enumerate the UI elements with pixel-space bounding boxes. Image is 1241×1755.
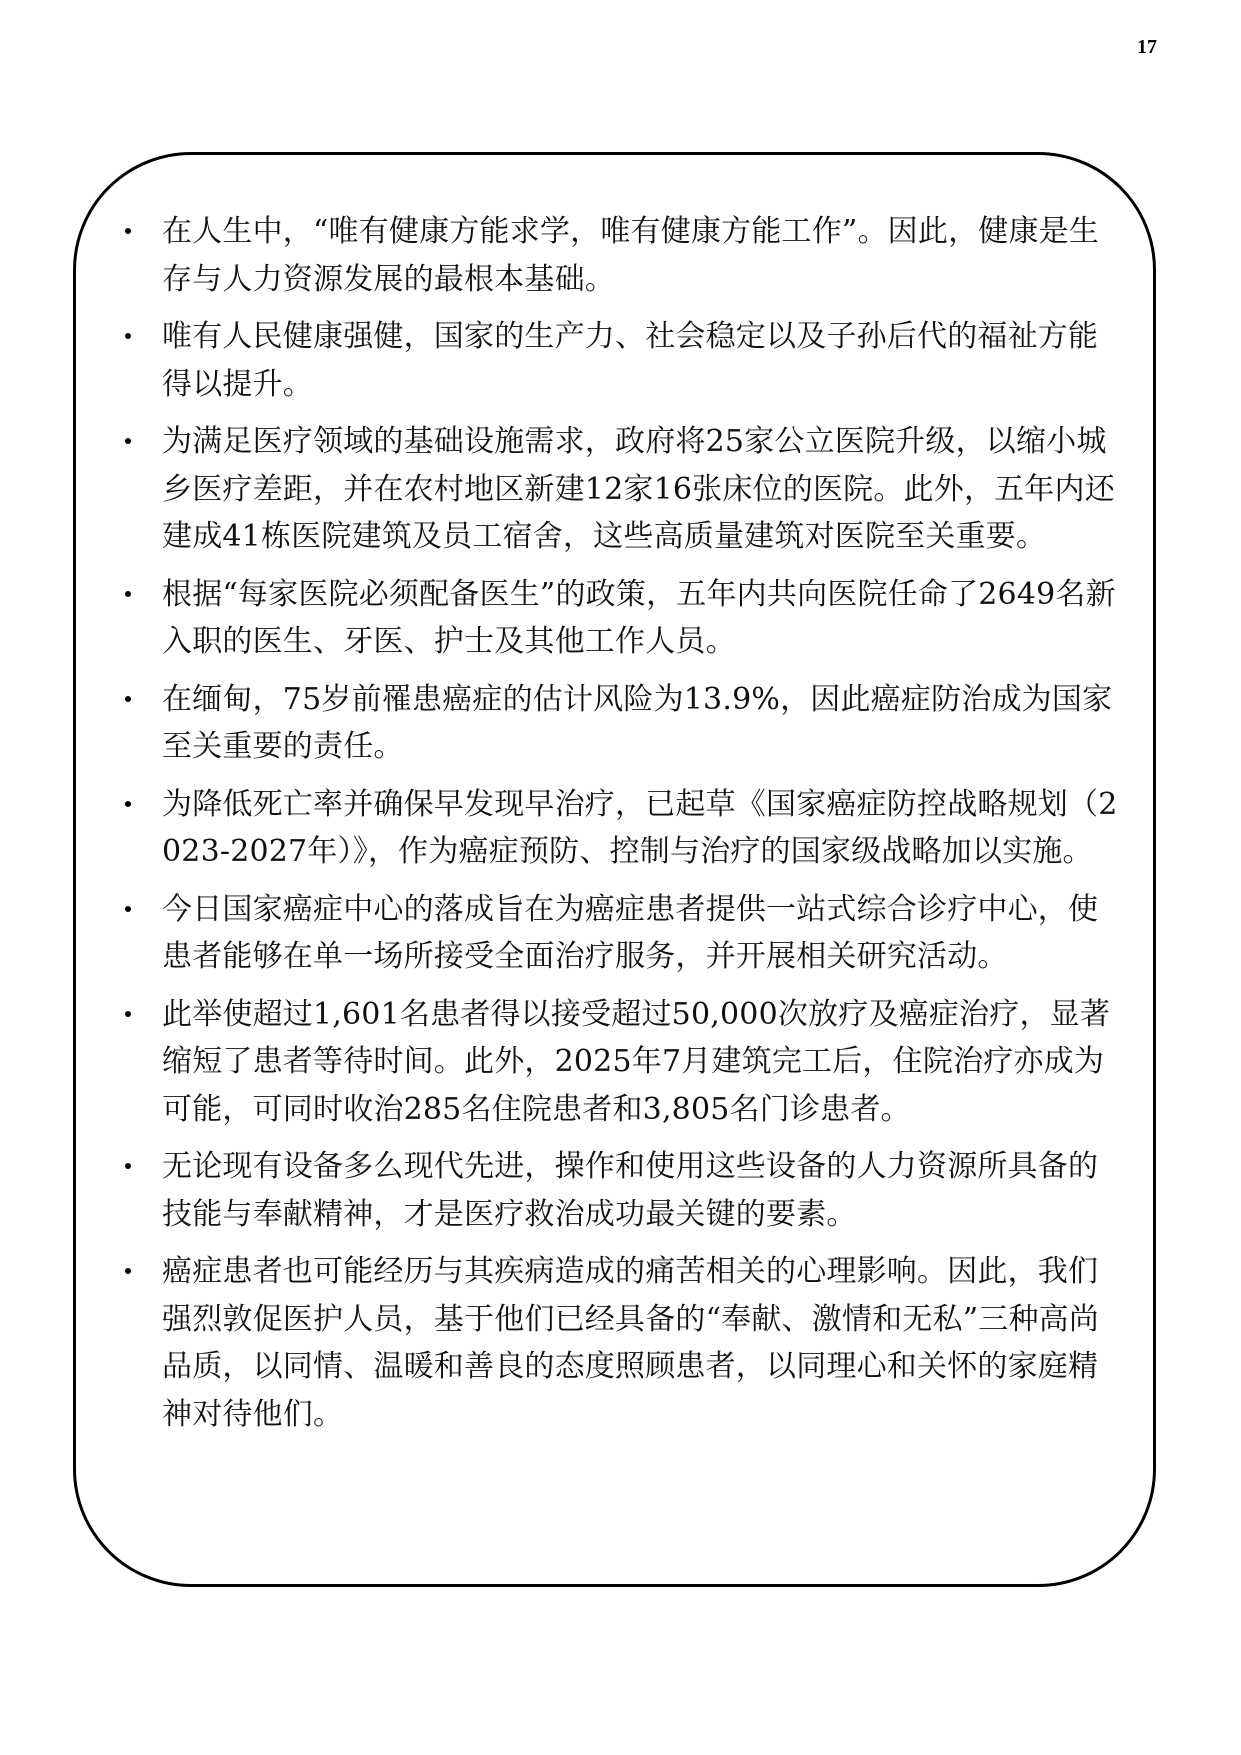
bullet-dot-icon — [125, 1163, 131, 1169]
bullet-item — [114, 313, 1124, 408]
bullet-dot-icon — [125, 333, 131, 339]
bullet-dot-icon — [125, 1011, 131, 1017]
bullet-dot-icon — [125, 228, 131, 234]
bullet-text: 无论现有设备多么现代先进，操作和使用这些设备的人力资源所具备的技能与奉献精神，才是医疗救治成功最关键的要素。 — [162, 1149, 1099, 1232]
bullet-dot-icon — [125, 438, 131, 444]
page-number: 17 — [1137, 36, 1157, 58]
bullet-list — [114, 208, 1124, 1448]
bullet-dot-icon — [125, 591, 131, 597]
bullet-item — [114, 571, 1124, 666]
bullet-text: 为降低死亡率并确保早发现早治疗，已起草《国家癌症防控战略规划（2023-2027年）》，作为癌症预防、控制与治疗的国家级战略加以实施。 — [162, 786, 1118, 869]
bullet-text: 为满足医疗领域的基础设施需求，政府将25家公立医院升级，以缩小城乡医疗差距，并在农村地区新建12家16张床位的医院。此外，五年内还建成41栋医院建筑及员工宿舍，这些高质量建筑对医院至关重要。 — [162, 424, 1115, 554]
bullet-text: 此举使超过1,601名患者得以接受超过50,000次放疗及癌症治疗，显著缩短了患者等待时间。此外，2025年7月建筑完工后，住院治疗亦成为可能，可同时收治285名住院患者和3,805名门诊患者。 — [162, 996, 1111, 1127]
bullet-text: 癌症患者也可能经历与其疾病造成的痛苦相关的心理影响。因此，我们强烈敦促医护人员，基于他们已经具备的“奉献、激情和无私”三种高尚品质，以同情、温暖和善良的态度照顾患者，以同理心和关怀的家庭精神对待他们。 — [162, 1254, 1100, 1432]
bullet-item — [114, 208, 1124, 303]
bullet-dot-icon — [125, 906, 131, 912]
bullet-item — [114, 991, 1124, 1134]
bullet-dot-icon — [125, 1268, 131, 1274]
bullet-text: 唯有人民健康强健，国家的生产力、社会稳定以及子孙后代的福祉方能得以提升。 — [162, 319, 1099, 402]
bullet-item — [114, 1248, 1124, 1438]
bullet-text: 在人生中，“唯有健康方能求学，唯有健康方能工作”。因此，健康是生存与人力资源发展的最根本基础。 — [162, 214, 1100, 297]
bullet-text: 根据“每家医院必须配备医生”的政策，五年内共向医院任命了2649名新入职的医生、牙医、护士及其他工作人员。 — [162, 576, 1116, 659]
bullet-text: 在缅甸，75岁前罹患癌症的估计风险为13.9%，因此癌症防治成为国家至关重要的责任。 — [162, 681, 1113, 764]
bullet-text: 今日国家癌症中心的落成旨在为癌症患者提供一站式综合诊疗中心，使患者能够在单一场所接受全面治疗服务，并开展相关研究活动。 — [162, 891, 1099, 974]
bullet-item — [114, 1143, 1124, 1238]
bullet-dot-icon — [125, 696, 131, 702]
bullet-item — [114, 886, 1124, 981]
bullet-item — [114, 418, 1124, 561]
bullet-item — [114, 781, 1124, 876]
bullet-item — [114, 676, 1124, 771]
bullet-dot-icon — [125, 801, 131, 807]
